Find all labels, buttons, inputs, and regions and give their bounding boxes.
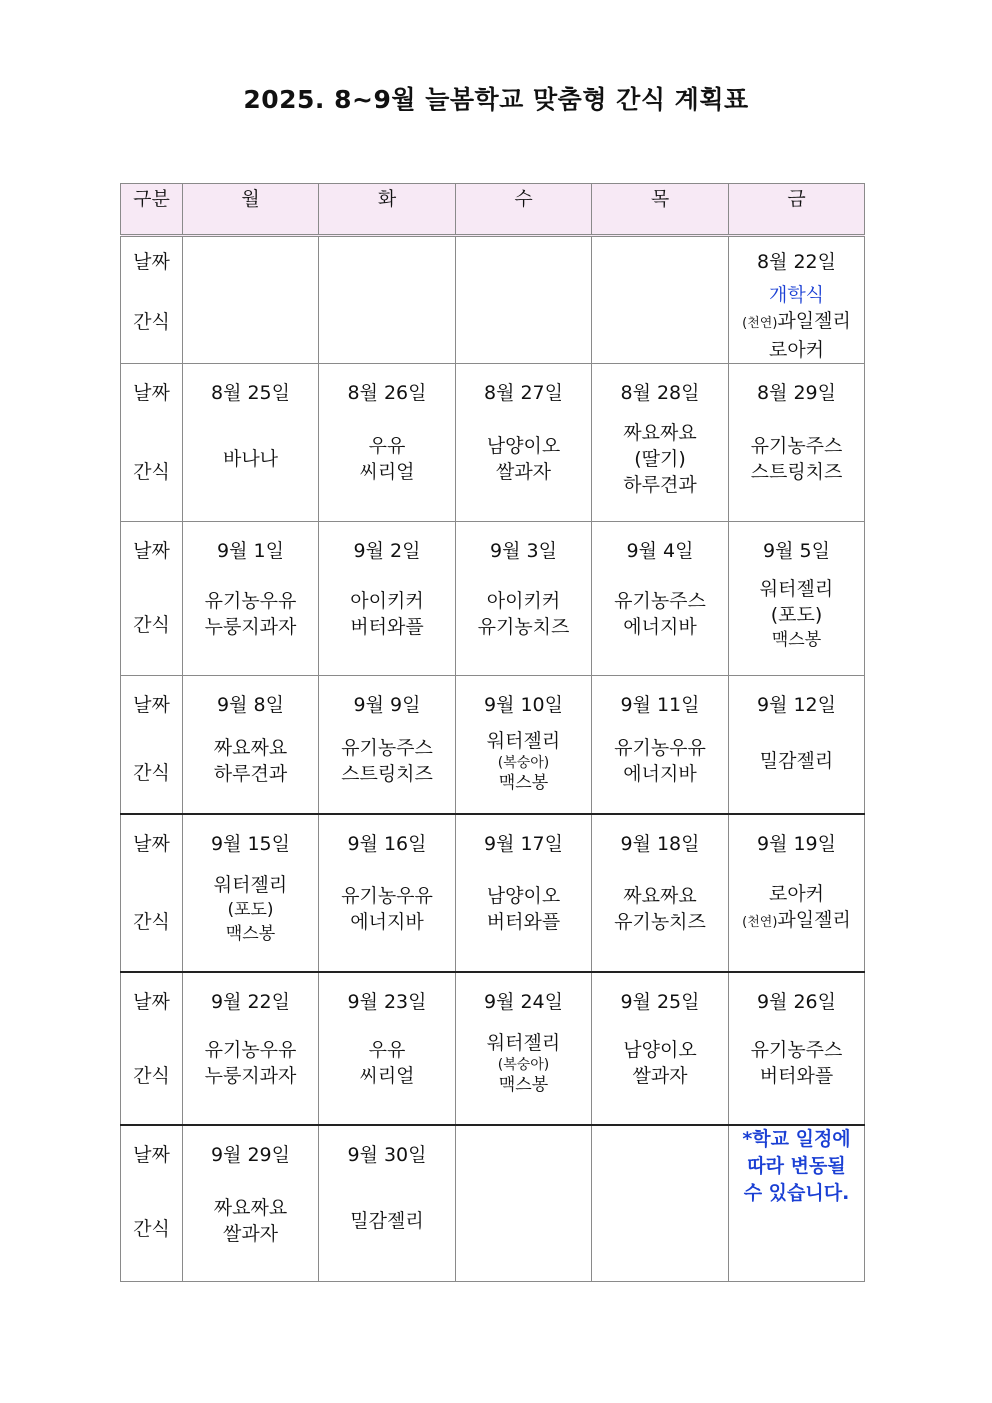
empty-cell <box>592 1125 729 1282</box>
snack-item: 쌀과자 <box>495 461 552 483</box>
snack-label: 간식 <box>133 614 170 636</box>
day-cell <box>729 972 865 1125</box>
snack-label: 간식 <box>133 311 170 333</box>
snack-schedule-table <box>120 183 865 1282</box>
snack-item: 씨리얼 <box>359 461 415 483</box>
notice-line: 따라 변동될 <box>747 1154 846 1177</box>
snack-item: 유기농주스 <box>341 737 433 759</box>
date-label: 날짜 <box>133 540 170 562</box>
date-text: 9월 17일 <box>483 832 563 855</box>
day-cell <box>319 364 456 522</box>
day-cell <box>592 522 729 676</box>
date-text: 9월 8일 <box>217 694 284 716</box>
snack-item: 유기농치즈 <box>477 616 570 638</box>
date-text: 9월 30일 <box>347 1143 427 1166</box>
snack-label: 간식 <box>133 1064 170 1087</box>
snack-item: 남양이오 <box>623 1038 697 1061</box>
snack-item: 하루견과 <box>213 763 288 785</box>
snack-item: 짜요짜요 <box>213 737 288 759</box>
date-text: 9월 15일 <box>210 832 290 855</box>
snack-item: 맥스봉 <box>498 773 549 793</box>
snack-item: 에너지바 <box>623 616 697 638</box>
day-cell <box>729 236 865 364</box>
day-cell <box>592 972 729 1125</box>
week-row-1 <box>121 236 865 364</box>
empty-cell <box>319 236 456 364</box>
day-cell <box>183 814 319 972</box>
day-cell <box>456 522 592 676</box>
date-text: 9월 16일 <box>347 832 427 855</box>
snack-item: 에너지바 <box>350 910 424 933</box>
day-cell <box>729 364 865 522</box>
snack-item: 하루견과 <box>623 474 697 496</box>
snack-item: 쌀과자 <box>222 1222 279 1245</box>
snack-item: (포도) <box>770 604 823 626</box>
row-label <box>121 522 183 676</box>
day-cell <box>456 676 592 814</box>
event-text: 개학식 <box>768 284 825 306</box>
day-cell <box>183 364 319 522</box>
snack-item: 누룽지과자 <box>204 616 297 638</box>
date-text: 9월 9일 <box>353 694 421 716</box>
empty-cell <box>183 236 319 364</box>
snack-item: 버터와플 <box>350 616 424 638</box>
snack-item: 짜요짜요 <box>623 884 697 907</box>
date-text: 9월 3일 <box>490 540 557 562</box>
snack-item: 버터와플 <box>486 910 561 933</box>
snack-label: 간식 <box>133 1217 170 1240</box>
notice-line: *학교 일정에 <box>742 1127 851 1150</box>
date-text: 9월 4일 <box>626 540 694 562</box>
date-text: 9월 25일 <box>620 990 700 1013</box>
day-cell <box>319 1125 456 1282</box>
header-category: 구분 <box>121 184 183 236</box>
snack-item: (딸기) <box>634 448 686 470</box>
date-label: 날짜 <box>133 832 170 855</box>
day-cell <box>319 522 456 676</box>
day-cell <box>183 1125 319 1282</box>
date-text: 9월 2일 <box>353 540 421 562</box>
snack-item: 우유 <box>368 435 406 457</box>
week-row-7 <box>121 1125 865 1282</box>
date-text: 9월 12일 <box>756 694 836 716</box>
empty-cell <box>592 236 729 364</box>
snack-item: 스트링치즈 <box>750 461 843 483</box>
date-text: 8월 22일 <box>756 251 836 273</box>
snack-item: (복숭아) <box>497 1056 550 1073</box>
header-wed: 수 <box>456 184 592 236</box>
snack-item: 남양이오 <box>486 435 561 457</box>
header-fri: 금 <box>729 184 865 236</box>
snack-item: 버터와플 <box>759 1064 834 1087</box>
snack-item: (복숭아) <box>497 755 550 771</box>
week-row-4 <box>121 676 865 814</box>
date-label: 날짜 <box>133 990 170 1013</box>
row-label <box>121 676 183 814</box>
date-text: 9월 5일 <box>763 540 830 562</box>
notice-line: 수 있습니다. <box>743 1181 850 1204</box>
snack-item: 에너지바 <box>623 763 697 785</box>
header-thu: 목 <box>592 184 729 236</box>
week-row-6 <box>121 972 865 1125</box>
date-label: 날짜 <box>133 1143 170 1166</box>
day-cell <box>592 364 729 522</box>
date-text: 9월 22일 <box>210 990 290 1013</box>
snack-item: 로아커 <box>768 883 825 905</box>
date-text: 8월 27일 <box>483 382 563 404</box>
snack-item: 짜요짜요 <box>623 422 697 444</box>
day-cell <box>456 364 592 522</box>
date-label: 날짜 <box>133 694 170 716</box>
snack-item: 유기농우유 <box>204 1038 297 1061</box>
date-text: 9월 11일 <box>620 694 700 716</box>
snack-item: 쌀과자 <box>632 1064 688 1087</box>
snack-item: 밀감젤리 <box>759 750 834 772</box>
row-label <box>121 364 183 522</box>
snack-item: 남양이오 <box>486 884 561 907</box>
snack-item: 맥스봉 <box>498 1074 549 1095</box>
row-label <box>121 972 183 1125</box>
snack-item: 유기농우유 <box>204 590 297 612</box>
snack-item: 과일젤리 <box>777 310 851 332</box>
day-cell <box>456 972 592 1125</box>
day-cell <box>319 814 456 972</box>
header-tue: 화 <box>319 184 456 236</box>
snack-item: 밀감젤리 <box>350 1209 424 1232</box>
row-label <box>121 236 183 364</box>
snack-label: 간식 <box>133 910 170 933</box>
row-label <box>121 814 183 972</box>
week-row-5 <box>121 814 865 972</box>
day-cell <box>729 814 865 972</box>
snack-item: 유기농우유 <box>614 737 706 759</box>
week-row-2 <box>121 364 865 522</box>
day-cell <box>183 676 319 814</box>
snack-item: 누룽지과자 <box>204 1064 297 1087</box>
snack-item: 로아커 <box>768 339 825 361</box>
snack-item: 짜요짜요 <box>213 1196 288 1219</box>
empty-cell <box>456 1125 592 1282</box>
empty-cell <box>456 236 592 364</box>
snack-item: 우유 <box>368 1038 406 1061</box>
date-text: 9월 1일 <box>217 540 284 562</box>
date-text: 9월 26일 <box>756 990 836 1013</box>
snack-item: 워터젤리 <box>759 578 834 600</box>
date-text: 9월 19일 <box>756 832 836 855</box>
snack-item: (포도) <box>227 899 274 920</box>
date-text: 9월 23일 <box>347 990 427 1013</box>
snack-item: 맥스봉 <box>771 630 822 650</box>
day-cell <box>319 676 456 814</box>
snack-item: 워터젤리 <box>213 873 288 896</box>
snack-item: 아이키커 <box>486 590 561 612</box>
snack-item: 씨리얼 <box>359 1064 415 1087</box>
snack-item: 맥스봉 <box>225 923 276 944</box>
day-cell <box>319 972 456 1125</box>
page-title: 2025. 8~9월 늘봄학교 맞춤형 간식 계획표 <box>243 85 749 114</box>
date-label: 날짜 <box>133 251 170 273</box>
date-text: 8월 26일 <box>347 382 427 404</box>
date-text: 9월 24일 <box>483 990 563 1013</box>
snack-label: 간식 <box>133 762 170 784</box>
day-cell <box>183 522 319 676</box>
header-mon: 월 <box>183 184 319 236</box>
date-text: 9월 18일 <box>620 832 700 855</box>
snack-item: 바나나 <box>222 448 279 470</box>
snack-item: 워터젤리 <box>486 1031 561 1054</box>
snack-item: 유기농우유 <box>341 884 433 907</box>
snack-item: 유기농치즈 <box>614 910 706 933</box>
snack-item: 유기농주스 <box>750 1038 843 1061</box>
row-label <box>121 1125 183 1282</box>
week-row-3 <box>121 522 865 676</box>
notice-cell <box>729 1125 865 1282</box>
day-cell <box>456 814 592 972</box>
snack-item: 과일젤리 <box>777 909 851 931</box>
snack-item: 아이키커 <box>350 590 424 612</box>
snack-label: 간식 <box>133 461 170 483</box>
day-cell <box>729 676 865 814</box>
snack-prefix: (천연) <box>742 316 778 331</box>
date-text: 9월 10일 <box>483 694 563 716</box>
snack-item: 유기농주스 <box>750 435 843 457</box>
day-cell <box>592 814 729 972</box>
date-text: 8월 29일 <box>756 382 836 404</box>
day-cell <box>592 676 729 814</box>
snack-item: 유기농주스 <box>614 590 706 612</box>
header-row <box>121 184 865 236</box>
day-cell <box>729 522 865 676</box>
date-text: 9월 29일 <box>210 1143 290 1166</box>
date-text: 8월 28일 <box>620 382 700 404</box>
snack-item: 워터젤리 <box>486 730 561 752</box>
day-cell <box>183 972 319 1125</box>
snack-prefix: (천연) <box>742 915 778 930</box>
date-label: 날짜 <box>133 382 170 404</box>
snack-item: 스트링치즈 <box>341 763 433 785</box>
date-text: 8월 25일 <box>210 382 290 404</box>
